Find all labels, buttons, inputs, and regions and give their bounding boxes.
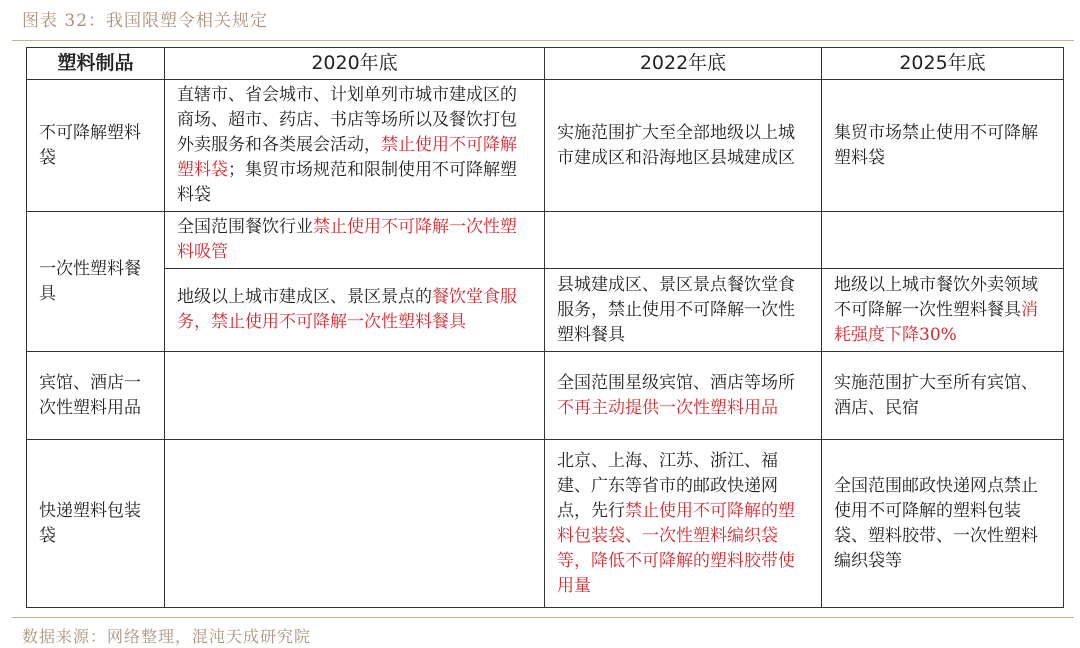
- bottom-divider: [12, 617, 1074, 618]
- header-2022: 2022年底: [545, 48, 822, 80]
- cell-text: ；集贸市场规范和限制使用不可降解塑料袋: [177, 160, 517, 205]
- source-note: 数据来源：网络整理，混沌天成研究院: [22, 627, 312, 646]
- highlight-text: 餐饮堂食服务，禁止使用不可降解一次性塑料餐具: [177, 287, 517, 332]
- cell-tableware-a-2020: [165, 212, 545, 269]
- top-divider: [12, 40, 1074, 41]
- table-row-tableware-a: [27, 212, 1064, 269]
- cell-express-2025: 全国范围邮政快递网点禁止使用不可降解的塑料包装袋、塑料胶带、一次性塑料编织袋等: [822, 440, 1064, 608]
- table-row-hotel: [27, 352, 1064, 440]
- cell-text: 全国范围星级宾馆、酒店等场所: [557, 372, 795, 393]
- highlight-text: 消耗强度下降30%: [834, 299, 1038, 345]
- cell-tableware-b-2022: 县城建成区、景区景点餐饮堂食服务，禁止使用不可降解一次性塑料餐具: [545, 269, 822, 352]
- regulation-table: [26, 47, 1064, 608]
- cell-bags-2020: [165, 80, 545, 212]
- header-2025: 2025年底: [822, 48, 1064, 80]
- cell-tableware-a-2025: [822, 212, 1064, 269]
- header-row: [27, 48, 1064, 80]
- category-tableware: 一次性塑料餐具: [27, 212, 165, 352]
- cell-hotel-2020: [165, 352, 545, 440]
- cell-express-2022: [545, 440, 822, 608]
- table-row-bags: [27, 80, 1064, 212]
- cell-express-2020: [165, 440, 545, 608]
- cell-text: 全国范围餐饮行业: [177, 217, 313, 237]
- header-2020: 2020年底: [165, 48, 545, 80]
- category-hotel: 宾馆、酒店一次性塑料用品: [27, 352, 165, 440]
- category-bags: 不可降解塑料袋: [27, 80, 165, 212]
- cell-tableware-a-2022: [545, 212, 822, 269]
- cell-text: 地级以上城市建成区、景区景点的: [177, 287, 432, 307]
- cell-bags-2025: 集贸市场禁止使用不可降解塑料袋: [822, 80, 1064, 212]
- cell-hotel-2025: 实施范围扩大至所有宾馆、酒店、民宿: [822, 352, 1064, 440]
- cell-hotel-2022: [545, 352, 822, 440]
- category-express: 快递塑料包装袋: [27, 440, 165, 608]
- highlight-text: 禁止使用不可降解塑料袋: [177, 135, 517, 180]
- figure-caption: 图表 32：我国限塑令相关规定: [22, 11, 269, 31]
- highlight-text: 不再主动提供一次性塑料用品: [557, 397, 778, 418]
- cell-text: 地级以上城市餐饮外卖领域不可降解一次性塑料餐具: [834, 274, 1038, 320]
- table-row-express: [27, 440, 1064, 608]
- header-plastic-product: 塑料制品: [27, 48, 165, 80]
- cell-tableware-b-2020: [165, 269, 545, 352]
- cell-bags-2022: 实施范围扩大至全部地级以上城市建成区和沿海地区县城建成区: [545, 80, 822, 212]
- highlight-text: 禁止使用不可降解一次性塑料吸管: [177, 217, 517, 262]
- cell-text: 直辖市、省会城市、计划单列市城市建成区的商场、超市、药店、书店等场所以及餐饮打包外卖服务和各类展会活动，: [177, 85, 517, 155]
- highlight-text: 禁止使用不可降解的塑料包装袋、一次性塑料编织袋等，降低不可降解的塑料胶带使用量: [557, 500, 795, 596]
- table-row-tableware-b: [27, 269, 1064, 352]
- cell-text: 北京、上海、江苏、浙江、福建、广东等省市的邮政快递网点，先行: [557, 450, 778, 521]
- cell-tableware-b-2025: [822, 269, 1064, 352]
